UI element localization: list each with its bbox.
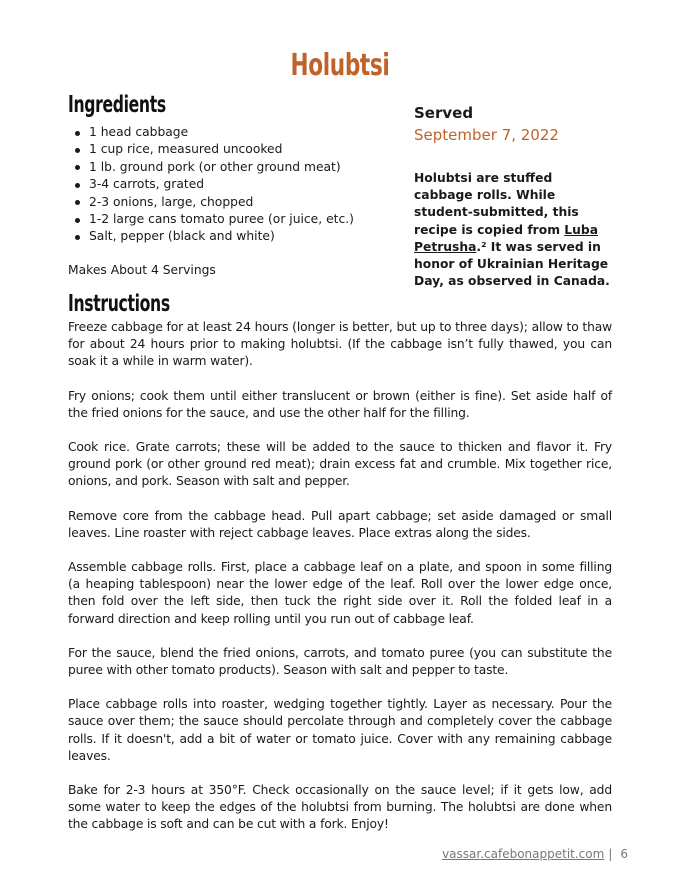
bullet-icon (75, 148, 80, 153)
footer-link[interactable]: vassar.cafebonappetit.com (442, 847, 605, 861)
instructions-body (68, 319, 612, 851)
instruction-paragraph: Bake for 2-3 hours at 350°F. Check occasionally on the sauce level; if it gets low, add some water to keep the edges of the holubtsi from burning. The holubtsi are done when the cabbage is soft and can be cut with a fork. Enjoy! (68, 783, 612, 832)
ingredient-item: 2-3 onions, large, chopped (68, 194, 408, 211)
instruction-paragraph: Fry onions; cook them until either translucent or brown (either is fine). Set aside half of the fried onions for the sauce, and use the other half for the filling. (68, 388, 612, 420)
ingredients-list (68, 124, 408, 246)
bullet-icon (75, 235, 80, 240)
recipe-title: Holubtsi (290, 48, 390, 83)
ingredient-item: 1 lb. ground pork (or other ground meat) (68, 159, 408, 176)
instruction-paragraph: Assemble cabbage rolls. First, place a cabbage leaf on a plate, and spoon in some filling (a heaping tablespoon) near the lower edge of the leaf. Roll over the lower edge once, then fold over the left side, then tuck the right side over it. Roll the folded leaf in a forward direction and keep rolling until you run out of cabbage leaf. (68, 560, 612, 626)
ingredient-item: 1 head cabbage (68, 124, 408, 141)
page-number: 6 (620, 847, 628, 861)
footer-separator: | (608, 847, 613, 861)
instruction-paragraph: Cook rice. Grate carrots; these will be added to the sauce to thicken and flavor it. Fry ground pork (or other ground red meat); drain excess fat and crumble. Mix together rice, onions, and pork. Season with salt and pepper. (68, 440, 612, 489)
instruction-paragraph: Remove core from the cabbage head. Pull apart cabbage; set aside damaged or small leaves. Line roaster with reject cabbage leaves. Place extras along the sides. (68, 508, 612, 540)
bullet-icon (75, 165, 80, 170)
bullet-icon (75, 183, 80, 188)
bullet-icon (75, 218, 80, 223)
instruction-paragraph: Place cabbage rolls into roaster, wedging together tightly. Layer as necessary. Pour the sauce over them; the sauce should percolate through and completely cover the cabbage rolls. If it doesn't, add a bit of water or tomato juice. Cover with any remaining cabbage leaves. (68, 697, 612, 763)
source-link[interactable]: Luba Petrusha (414, 222, 598, 254)
instruction-paragraph: Freeze cabbage for at least 24 hours (longer is better, but up to three days); allow to thaw for about 24 hours prior to making holubtsi. (If the cabbage isn’t fully thawed, you can soak it a while in warm water). (68, 320, 612, 369)
bullet-icon (75, 200, 80, 205)
instructions-heading: Instructions (68, 291, 170, 317)
bullet-icon (75, 131, 80, 136)
ingredient-item: Salt, pepper (black and white) (68, 228, 408, 245)
served-date: September 7, 2022 (414, 126, 559, 144)
servings-text: Makes About 4 Servings (68, 263, 216, 277)
ingredient-item: 1-2 large cans tomato puree (or juice, etc.) (68, 211, 408, 228)
page-footer (442, 846, 628, 862)
ingredient-item: 1 cup rice, measured uncooked (68, 141, 408, 158)
ingredients-heading: Ingredients (68, 92, 166, 118)
note-text: .² It was served in honor of Ukrainian Heritage Day, as observed in Canada. (414, 239, 610, 289)
note-text: Holubtsi are stuffed cabbage rolls. While student-submitted, this recipe is copied from (414, 171, 579, 237)
served-label: Served (414, 104, 474, 122)
ingredient-item: 3-4 carrots, grated (68, 176, 408, 193)
recipe-note (414, 170, 614, 290)
instruction-paragraph: For the sauce, blend the fried onions, carrots, and tomato puree (you can substitute the puree with other tomato products). Season with salt and pepper to taste. (68, 645, 612, 678)
